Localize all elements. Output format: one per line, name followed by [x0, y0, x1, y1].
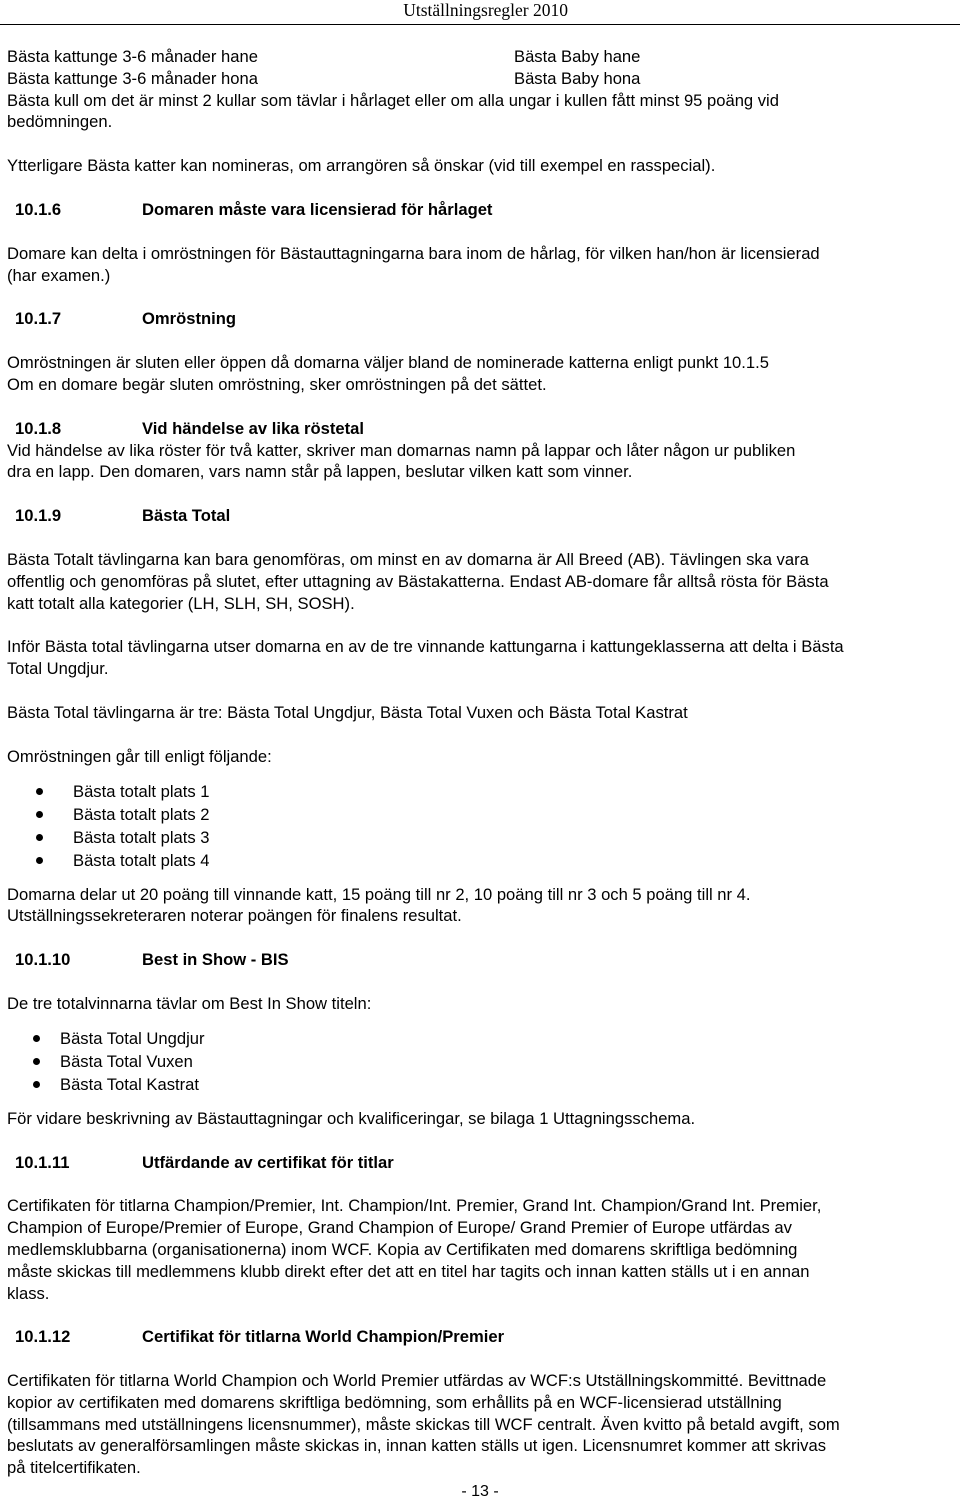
- paragraph-line: Domare kan delta i omröstningen för Bästauttagningarna bara inom de hårlag, för vilken han/hon är licensierad: [7, 243, 820, 263]
- paragraph-line: Bästa Total tävlingarna är tre: Bästa Total Ungdjur, Bästa Total Vuxen och Bästa Total Kastrat: [7, 702, 688, 722]
- list-item: Bästa totalt plats 1: [7, 780, 953, 803]
- section-title: Best in Show - BIS: [142, 950, 289, 970]
- section-heading-10-1-6: [7, 199, 953, 221]
- paragraph-line: offentlig och genomföras på slutet, efter uttagning av Bästakatterna. Endast AB-domare får alltså rösta för Bästa: [7, 571, 829, 591]
- paragraph-line: dra en lapp. Den domaren, vars namn står på lappen, beslutar vilken katt som vinner.: [7, 462, 633, 482]
- header-title: Utställningsregler 2010: [403, 0, 568, 20]
- award-label: Bästa kattunge 3-6 månader hona: [7, 68, 258, 88]
- list-item: Bästa Total Ungdjur: [7, 1027, 953, 1050]
- section-number: 10.1.10: [15, 950, 71, 970]
- page-header: [0, 0, 960, 25]
- list-item: Bästa Total Kastrat: [7, 1073, 953, 1096]
- paragraph-line: De tre totalvinnarna tävlar om Best In Show titeln:: [7, 993, 372, 1013]
- section-number: 10.1.8: [15, 418, 62, 438]
- section-heading-10-1-9: [7, 505, 953, 527]
- section-heading-10-1-7: [7, 308, 953, 330]
- paragraph-line: Inför Bästa total tävlingarna utser domarna en av de tre vinnande kattungarna i kattungeklasserna att delta i Bästa: [7, 637, 844, 657]
- paragraph-line: Ytterligare Bästa katter kan nomineras, om arrangören så önskar (vid till exempel en rasspecial).: [7, 156, 716, 176]
- paragraph-line: kopior av certifikaten med domarens skriftliga bedömning, som erhållits på en WCF-licensierad utställning: [7, 1392, 782, 1412]
- list-item: Bästa totalt plats 4: [7, 849, 953, 872]
- page-number: - 13 -: [461, 1483, 499, 1500]
- section-number: 10.1.11: [15, 1152, 70, 1172]
- award-list-row-1: [7, 46, 953, 68]
- paragraph-line: Utställningssekreteraren noterar poängen för finalens resultat.: [7, 906, 462, 926]
- paragraph-line: Certifikaten för titlarna World Champion och World Premier utfärdas av WCF:s Utställningskommitté. Bevittnade: [7, 1371, 827, 1391]
- list-item: Bästa totalt plats 3: [7, 826, 953, 849]
- paragraph-line: medlemsklubbarna (organisationerna) inom WCF. Kopia av Certifikaten med domarens skriftliga bedömning: [7, 1239, 798, 1259]
- award-label: Bästa Baby hane: [514, 47, 641, 66]
- section-title: Bästa Total: [142, 506, 231, 526]
- bullet-list-placements: [7, 780, 953, 872]
- paragraph-line: klass.: [7, 1283, 50, 1303]
- paragraph-line: Certifikaten för titlarna Champion/Premier, Int. Champion/Int. Premier, Grand Int. Champion/Grand Int. Premier,: [7, 1196, 822, 1216]
- section-title: Vid händelse av lika röstetal: [142, 418, 364, 438]
- section-heading-10-1-10: [7, 949, 953, 971]
- section-number: 10.1.6: [15, 199, 62, 219]
- section-title: Domaren måste vara licensierad för hårlaget: [142, 199, 493, 219]
- section-heading-10-1-8: [7, 418, 953, 440]
- section-number: 10.1.12: [15, 1327, 71, 1347]
- section-number: 10.1.9: [15, 506, 62, 526]
- paragraph-line: Domarna delar ut 20 poäng till vinnande katt, 15 poäng till nr 2, 10 poäng till nr 3 och 5 poäng till nr 4.: [7, 884, 751, 904]
- section-number: 10.1.7: [15, 309, 62, 329]
- paragraph-line: Omröstningen är sluten eller öppen då domarna väljer bland de nominerade katterna enligt punkt 10.1.5: [7, 353, 769, 373]
- section-heading-10-1-12: [7, 1326, 953, 1348]
- paragraph-line: måste skickas till medlemmens klubb direkt efter det att en titel har tagits och innan katten ställs ut i en annan: [7, 1261, 810, 1281]
- paragraph-line: beslutats av generalförsamlingen måste skickas in, innan katten ställs ut igen. Licensnumret kommer att skrivas: [7, 1436, 827, 1456]
- bullet-list-bis: [7, 1027, 953, 1096]
- paragraph-line: Total Ungdjur.: [7, 659, 109, 679]
- paragraph-line: på titelcertifikaten.: [7, 1458, 141, 1478]
- paragraph-line: Bästa kull om det är minst 2 kullar som tävlar i hårlaget eller om alla ungar i kullen fått minst 95 poäng vid: [7, 90, 779, 110]
- paragraph-line: Omröstningen går till enligt följande:: [7, 746, 272, 766]
- paragraph-line: (har examen.): [7, 265, 111, 285]
- award-label: Bästa kattunge 3-6 månader hane: [7, 47, 258, 66]
- section-title: Omröstning: [142, 309, 237, 329]
- list-item: Bästa totalt plats 2: [7, 803, 953, 826]
- paragraph-line: För vidare beskrivning av Bästauttagningar och kvalificeringar, se bilaga 1 Uttagningsschema.: [7, 1108, 696, 1128]
- paragraph-line: Bästa Totalt tävlingarna kan bara genomföras, om minst en av domarna är All Breed (AB). Tävlingen ska vara: [7, 549, 809, 569]
- award-list-row-2: [7, 68, 953, 90]
- paragraph-line: Champion of Europe/Premier of Europe, Grand Champion of Europe/ Grand Premier of Europe utfärdas av: [7, 1218, 792, 1238]
- section-heading-10-1-11: [7, 1152, 953, 1174]
- paragraph-line: katt totalt alla kategorier (LH, SLH, SH, SOSH).: [7, 593, 355, 613]
- section-title: Utfärdande av certifikat för titlar: [142, 1152, 394, 1172]
- award-label: Bästa Baby hona: [514, 68, 641, 88]
- list-item: Bästa Total Vuxen: [7, 1050, 953, 1073]
- paragraph-line: (tillsammans med utställningens licensnummer), måste skickas till WCF centralt. Även kvitto på betald avgift, som: [7, 1414, 840, 1434]
- document-body: [7, 46, 953, 1479]
- paragraph-line: bedömningen.: [7, 112, 113, 132]
- paragraph-line: Vid händelse av lika röster för två katter, skriver man domarnas namn på lappar och låter någon ur publiken: [7, 440, 796, 460]
- section-title: Certifikat för titlarna World Champion/Premier: [142, 1327, 505, 1347]
- paragraph-line: Om en domare begär sluten omröstning, sker omröstningen på det sättet.: [7, 374, 547, 394]
